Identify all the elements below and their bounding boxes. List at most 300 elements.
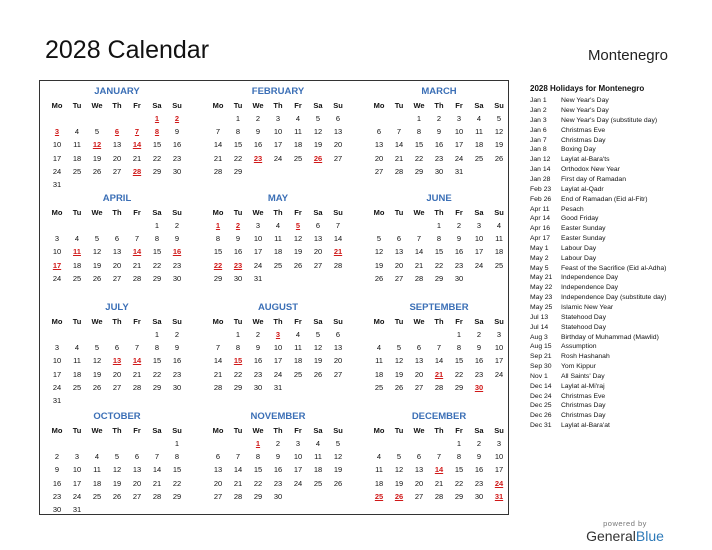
day-cell: 5 [396, 343, 402, 353]
day-cell: 26 [293, 260, 303, 270]
week-row [208, 368, 348, 381]
day-cell: 12 [494, 127, 504, 137]
day-cell: 14 [394, 140, 404, 150]
holiday-date: Aug 15 [530, 343, 552, 351]
brand-logo[interactable] [580, 519, 670, 544]
holiday-day-cell: 2 [174, 114, 180, 123]
day-cell: 16 [172, 356, 182, 366]
day-cell: 27 [333, 369, 343, 379]
day-cell: 5 [315, 330, 321, 339]
week-row [369, 245, 509, 258]
day-cell: 9 [255, 127, 261, 137]
weekday-label: Tu [233, 426, 243, 435]
holiday-date: Apr 14 [530, 215, 551, 223]
day-cell: 4 [275, 221, 281, 230]
empty-cell [127, 178, 147, 191]
day-cell: 21 [132, 153, 142, 163]
weekday-label: Mo [373, 101, 385, 110]
day-cell: 7 [416, 234, 422, 244]
weekday-label: Su [494, 101, 504, 110]
day-cell: 20 [313, 247, 323, 257]
day-cell: 9 [54, 465, 60, 475]
month-february [208, 85, 348, 178]
holiday-item [530, 274, 695, 283]
day-cell: 17 [454, 140, 464, 150]
day-cell: 13 [313, 234, 323, 244]
holiday-name: Islamic New Year [561, 303, 614, 311]
day-cell: 3 [496, 439, 502, 448]
day-cell: 24 [273, 153, 283, 163]
day-cell: 25 [92, 491, 102, 501]
day-cell: 27 [414, 382, 424, 392]
holiday-day-cell: 17 [52, 260, 62, 270]
holiday-item [530, 304, 695, 313]
holiday-name: New Year's Day [561, 97, 609, 105]
day-cell: 22 [414, 153, 424, 163]
weekday-label: Tu [394, 208, 404, 217]
day-cell: 4 [496, 221, 502, 230]
day-cell: 31 [454, 166, 464, 176]
empty-cell [87, 328, 107, 341]
day-cell: 16 [52, 478, 62, 488]
day-cell: 11 [93, 465, 101, 475]
holiday-day-cell: 2 [235, 221, 241, 230]
week-row [47, 178, 187, 191]
day-cell: 29 [152, 382, 162, 392]
day-cell: 6 [335, 114, 341, 123]
weekday-header [369, 424, 509, 437]
holiday-panel [530, 82, 695, 431]
month-april [47, 192, 187, 285]
week-row [47, 503, 187, 516]
holiday-name: First day of Ramadan [561, 176, 626, 183]
holiday-item [530, 156, 695, 165]
day-cell: 3 [476, 221, 482, 230]
holiday-name: Birthday of Muhammad (Mawlid) [561, 333, 659, 341]
day-cell: 11 [475, 127, 483, 137]
week-row [208, 165, 348, 178]
empty-cell [369, 219, 389, 232]
weekday-header [47, 424, 187, 437]
day-cell: 22 [152, 153, 162, 163]
empty-cell [87, 437, 107, 450]
holiday-day-cell: 1 [154, 114, 160, 123]
holiday-date: Jan 12 [530, 156, 551, 164]
day-cell: 20 [112, 260, 122, 270]
weekday-label: Mo [212, 317, 224, 326]
holiday-date: Apr 11 [530, 205, 550, 213]
day-cell: 17 [253, 247, 263, 257]
day-cell: 2 [174, 330, 180, 339]
day-cell: 19 [333, 465, 343, 475]
month-name: JANUARY [94, 86, 140, 97]
day-cell: 11 [294, 343, 302, 353]
empty-cell [87, 503, 107, 516]
weekday-label: Fr [294, 208, 302, 217]
holiday-date: May 22 [530, 284, 553, 292]
week-row [208, 341, 348, 354]
day-cell: 1 [154, 330, 160, 339]
holiday-name: Orthodox New Year [561, 166, 620, 174]
day-cell: 10 [474, 234, 484, 244]
day-cell: 19 [313, 140, 323, 150]
week-row [47, 125, 187, 138]
weekday-label: Sa [313, 101, 323, 110]
day-cell: 5 [94, 127, 100, 137]
day-cell: 29 [454, 382, 464, 392]
day-cell: 18 [273, 247, 283, 257]
day-cell: 6 [335, 330, 341, 339]
week-row [47, 259, 187, 272]
day-cell: 21 [414, 260, 424, 270]
day-cell: 10 [454, 127, 464, 137]
day-cell: 8 [235, 127, 241, 137]
empty-cell [328, 165, 348, 178]
day-cell: 6 [396, 234, 402, 244]
day-cell: 24 [52, 166, 62, 176]
holiday-name: Statehood Day [561, 323, 606, 331]
holiday-date: Apr 16 [530, 225, 551, 233]
empty-cell [429, 328, 449, 341]
holiday-day-cell: 28 [132, 166, 142, 176]
day-cell: 31 [52, 179, 62, 189]
holiday-name: Boxing Day [561, 146, 596, 154]
day-cell: 18 [92, 478, 102, 488]
holiday-day-cell: 16 [172, 247, 182, 257]
day-cell: 11 [314, 452, 322, 462]
week-row [47, 245, 187, 258]
weekday-label: Mo [212, 101, 224, 110]
day-cell: 2 [54, 452, 60, 462]
holiday-name: Feast of the Sacrifice (Eid al-Adha) [561, 264, 667, 272]
empty-cell [67, 112, 87, 125]
day-cell: 1 [456, 330, 462, 339]
weekday-label: Fr [294, 101, 302, 110]
week-row [208, 490, 348, 503]
day-cell: 6 [134, 452, 140, 462]
weekday-label: Sa [152, 208, 162, 217]
empty-cell [107, 219, 127, 232]
weekday-label: We [91, 426, 103, 435]
holiday-name: Yom Kippur [561, 363, 596, 371]
holiday-item [530, 412, 695, 421]
day-cell: 7 [134, 343, 140, 353]
weekday-label: Su [172, 208, 182, 217]
day-cell: 26 [374, 273, 384, 283]
holiday-item [530, 343, 695, 352]
holiday-item [530, 215, 695, 224]
weekday-label: We [252, 208, 264, 217]
holiday-name: Laylat al-Bara'ts [561, 156, 610, 164]
week-row [47, 463, 187, 476]
weekday-label: We [252, 426, 264, 435]
day-cell: 4 [295, 330, 301, 339]
day-cell: 15 [152, 140, 162, 150]
day-cell: 16 [253, 140, 263, 150]
day-cell: 2 [255, 114, 261, 123]
empty-cell [147, 503, 167, 516]
weekday-label: Th [112, 426, 122, 435]
day-cell: 30 [172, 166, 182, 176]
day-cell: 29 [454, 491, 464, 501]
day-cell: 21 [233, 478, 243, 488]
day-cell: 29 [233, 382, 243, 392]
day-cell: 3 [54, 343, 60, 353]
day-cell: 13 [374, 140, 384, 150]
day-cell: 26 [112, 491, 122, 501]
day-cell: 24 [52, 273, 62, 283]
empty-cell [127, 503, 147, 516]
day-cell: 1 [235, 114, 241, 123]
empty-cell [67, 178, 87, 191]
week-row [369, 328, 509, 341]
day-cell: 14 [414, 247, 424, 257]
month-name: APRIL [102, 193, 132, 204]
day-cell: 21 [152, 478, 162, 488]
empty-cell [67, 394, 87, 407]
empty-cell [328, 490, 348, 503]
weekday-label: We [252, 317, 264, 326]
weekday-header [208, 424, 348, 437]
day-cell: 15 [213, 247, 223, 257]
holiday-item [530, 127, 695, 136]
day-cell: 19 [394, 369, 404, 379]
day-cell: 4 [94, 452, 100, 462]
empty-cell [208, 437, 228, 450]
day-cell: 17 [494, 356, 504, 366]
day-cell: 14 [152, 465, 162, 475]
holiday-item [530, 284, 695, 293]
empty-cell [147, 394, 167, 407]
day-cell: 4 [74, 343, 80, 353]
holiday-item [530, 176, 695, 185]
day-cell: 23 [52, 491, 62, 501]
weekday-label: Mo [373, 317, 385, 326]
holiday-day-cell: 5 [295, 221, 301, 230]
day-cell: 12 [313, 343, 323, 353]
holiday-item [530, 294, 695, 303]
weekday-label: Su [494, 208, 504, 217]
empty-cell [489, 272, 509, 285]
day-cell: 3 [255, 221, 261, 230]
day-cell: 12 [394, 465, 404, 475]
day-cell: 31 [253, 273, 263, 283]
weekday-label: Tu [233, 208, 243, 217]
day-cell: 23 [454, 260, 464, 270]
holiday-day-cell: 1 [255, 439, 261, 448]
day-cell: 16 [172, 140, 182, 150]
day-cell: 28 [414, 273, 424, 283]
weekday-label: Mo [51, 317, 63, 326]
month-january [47, 85, 187, 191]
empty-cell [288, 490, 308, 503]
day-cell: 21 [132, 369, 142, 379]
empty-cell [127, 437, 147, 450]
day-cell: 19 [293, 247, 303, 257]
day-cell: 19 [394, 478, 404, 488]
brand-name-blue: Blue [635, 528, 664, 544]
day-cell: 23 [273, 478, 283, 488]
empty-cell [409, 437, 429, 450]
day-cell: 23 [172, 369, 182, 379]
day-cell: 27 [313, 260, 323, 270]
day-cell: 30 [172, 273, 182, 283]
holiday-name: Labour Day [561, 244, 597, 252]
week-row [208, 437, 348, 450]
day-cell: 5 [496, 114, 502, 123]
day-cell: 18 [72, 260, 82, 270]
day-cell: 6 [315, 221, 321, 230]
day-cell: 14 [434, 356, 444, 366]
empty-cell [469, 165, 489, 178]
empty-cell [268, 165, 288, 178]
day-cell: 6 [416, 343, 422, 353]
day-cell: 29 [213, 273, 223, 283]
holiday-name: Christmas Day [561, 412, 606, 420]
holiday-item [530, 373, 695, 382]
empty-cell [288, 272, 308, 285]
day-cell: 4 [295, 114, 301, 123]
holiday-item [530, 245, 695, 254]
holiday-name: Good Friday [561, 215, 599, 223]
holiday-date: Feb 26 [530, 195, 552, 203]
day-cell: 8 [456, 343, 462, 353]
empty-cell [87, 178, 107, 191]
weekday-label: Mo [51, 208, 63, 217]
empty-cell [208, 112, 228, 125]
day-cell: 17 [474, 247, 484, 257]
empty-cell [107, 503, 127, 516]
day-cell: 17 [293, 465, 303, 475]
day-cell: 17 [273, 356, 283, 366]
holiday-name: Pesach [561, 205, 584, 213]
day-cell: 28 [233, 491, 243, 501]
day-cell: 10 [273, 127, 283, 137]
day-cell: 15 [233, 140, 243, 150]
day-cell: 28 [213, 166, 223, 176]
holiday-date: May 23 [530, 294, 553, 302]
holiday-date: May 5 [530, 264, 549, 272]
holiday-date: Jan 1 [530, 97, 547, 105]
day-cell: 25 [374, 382, 384, 392]
weekday-label: Tu [394, 317, 404, 326]
holiday-day-cell: 14 [132, 140, 142, 150]
month-september [369, 301, 509, 394]
day-cell: 4 [376, 452, 382, 462]
weekday-label: Su [494, 426, 504, 435]
holiday-item [530, 235, 695, 244]
day-cell: 3 [275, 114, 281, 123]
empty-cell [67, 219, 87, 232]
holiday-day-cell: 22 [213, 260, 223, 270]
weekday-header [369, 99, 509, 112]
week-row [369, 381, 509, 394]
holiday-date: May 2 [530, 254, 549, 262]
day-cell: 8 [255, 452, 261, 462]
weekday-label: Su [172, 426, 182, 435]
week-row [369, 490, 509, 503]
holiday-day-cell: 26 [394, 491, 404, 501]
day-cell: 25 [313, 478, 323, 488]
day-cell: 15 [152, 356, 162, 366]
holiday-day-cell: 14 [132, 356, 142, 366]
day-cell: 4 [476, 114, 482, 123]
holiday-name: Rosh Hashanah [561, 353, 610, 361]
weekday-label: Sa [474, 426, 484, 435]
weekday-label: Th [434, 101, 444, 110]
weekday-label: Sa [474, 317, 484, 326]
day-cell: 8 [215, 234, 221, 244]
empty-cell [489, 165, 509, 178]
holiday-item [530, 324, 695, 333]
holiday-date: Aug 3 [530, 333, 548, 341]
empty-cell [369, 328, 389, 341]
holiday-name: New Year's Day (substitute day) [561, 116, 658, 124]
week-row [369, 354, 509, 367]
weekday-label: Sa [313, 426, 323, 435]
day-cell: 31 [72, 504, 82, 514]
day-cell: 6 [114, 343, 120, 353]
day-cell: 27 [132, 491, 142, 501]
day-cell: 6 [114, 234, 120, 244]
week-row [369, 341, 509, 354]
empty-cell [429, 437, 449, 450]
day-cell: 1 [154, 221, 160, 230]
holiday-date: May 1 [530, 244, 549, 252]
day-cell: 22 [434, 260, 444, 270]
holiday-date: Dec 14 [530, 382, 552, 390]
day-cell: 19 [374, 260, 384, 270]
day-cell: 25 [474, 153, 484, 163]
weekday-label: Fr [455, 101, 463, 110]
day-cell: 12 [92, 356, 102, 366]
weekday-label: We [91, 317, 103, 326]
day-cell: 1 [174, 439, 180, 448]
month-name: FEBRUARY [251, 86, 305, 97]
holiday-name: Independence Day (substitute day) [561, 294, 667, 302]
day-cell: 4 [74, 234, 80, 244]
day-cell: 3 [54, 234, 60, 244]
month-october [47, 410, 187, 516]
day-cell: 7 [134, 234, 140, 244]
day-cell: 18 [293, 140, 303, 150]
holiday-day-cell: 12 [92, 140, 102, 150]
day-cell: 21 [132, 260, 142, 270]
day-cell: 16 [474, 465, 484, 475]
day-cell: 17 [52, 153, 62, 163]
day-cell: 13 [333, 127, 343, 137]
month-name: MARCH [421, 86, 457, 97]
empty-cell [389, 328, 409, 341]
holiday-item [530, 383, 695, 392]
day-cell: 15 [172, 465, 182, 475]
day-cell: 24 [72, 491, 82, 501]
day-cell: 28 [333, 260, 343, 270]
weekday-label: Su [494, 317, 504, 326]
weekday-label: Sa [313, 208, 323, 217]
weekday-label: We [413, 426, 425, 435]
day-cell: 15 [434, 247, 444, 257]
month-name: SEPTEMBER [409, 302, 469, 313]
day-cell: 6 [215, 452, 221, 462]
day-cell: 21 [213, 153, 223, 163]
day-cell: 20 [213, 478, 223, 488]
day-cell: 26 [494, 153, 504, 163]
calendar-grid [39, 80, 509, 515]
day-cell: 10 [494, 343, 504, 353]
holiday-day-cell: 15 [233, 356, 243, 366]
day-cell: 31 [52, 395, 62, 405]
